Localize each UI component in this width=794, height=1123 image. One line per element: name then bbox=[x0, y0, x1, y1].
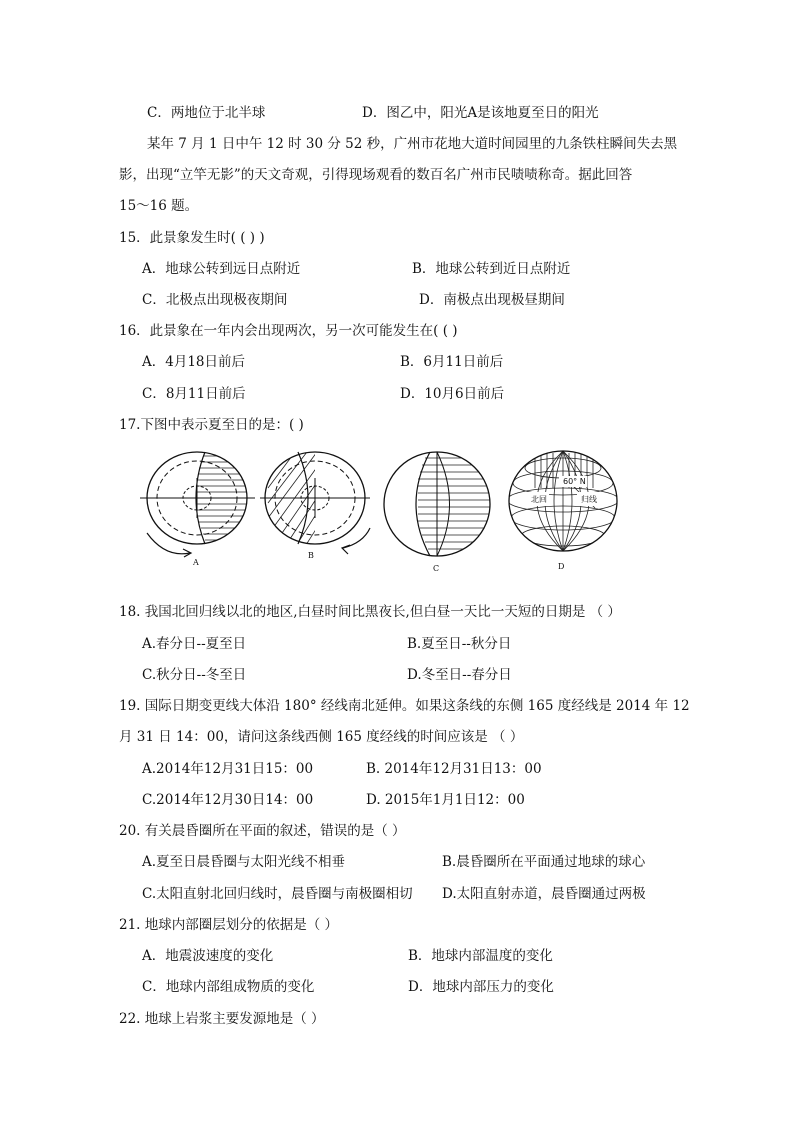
latitude-60n-label: 60° N bbox=[563, 477, 586, 486]
tropic-label-right: 归线 bbox=[581, 495, 597, 504]
option-18-c: C.秋分日--冬至日 bbox=[142, 667, 247, 683]
question-16: 16．此景象在一年内会出现两次，另一次可能发生在( ( ) bbox=[119, 323, 458, 339]
option-15-a: A．地球公转到远日点附近 bbox=[142, 261, 301, 277]
option-19-b: B. 2014年12月31日13：00 bbox=[366, 761, 542, 777]
question-22: 22. 地球上岩浆主要发源地是（ ） bbox=[119, 1011, 325, 1027]
question-17: 17.下图中表示夏至日的是：( ) bbox=[119, 417, 304, 433]
option-21-d: D．地球内部压力的变化 bbox=[408, 979, 554, 995]
figure-c bbox=[380, 448, 500, 578]
option-19-a: A.2014年12月31日15：00 bbox=[142, 761, 314, 777]
option-20-c: C.太阳直射北回归线时，晨昏圈与南极圈相切 bbox=[142, 886, 413, 902]
option-15-b: B．地球公转到近日点附近 bbox=[412, 261, 571, 277]
option-14-c: C．两地位于北半球 bbox=[147, 105, 266, 121]
question-18: 18. 我国北回归线以北的地区,白昼时间比黑夜长,但白昼一天比一天短的日期是 （ ） bbox=[119, 604, 621, 620]
option-20-a: A.夏至日晨昏圈与太阳光线不相垂 bbox=[142, 854, 346, 870]
question-20: 20. 有关晨昏圈所在平面的叙述，错误的是（ ） bbox=[119, 823, 406, 839]
option-15-c: C．北极点出现极夜期间 bbox=[142, 292, 288, 308]
globe-d-diagram bbox=[505, 448, 630, 578]
tropic-label-left: 北回 bbox=[531, 495, 547, 504]
passage-line-2: 影，出现“立竿无影”的天文奇观，引得现场观看的数百名广州市民啧啧称奇。据此回答 bbox=[119, 167, 633, 183]
option-15-d: D．南极点出现极昼期间 bbox=[419, 292, 565, 308]
figure-d-label: D bbox=[558, 562, 565, 571]
globe-a-diagram bbox=[135, 448, 265, 573]
option-16-a: A．4月18日前后 bbox=[142, 354, 246, 370]
figure-b bbox=[258, 448, 378, 573]
figure-a-label: A bbox=[193, 558, 199, 567]
option-16-b: B．6月11日前后 bbox=[400, 354, 504, 370]
option-16-c: C．8月11日前后 bbox=[142, 386, 246, 402]
option-18-b: B.夏至日--秋分日 bbox=[407, 636, 512, 652]
figure-b-label: B bbox=[308, 551, 314, 560]
option-21-b: B．地球内部温度的变化 bbox=[408, 948, 553, 964]
option-21-c: C．地球内部组成物质的变化 bbox=[142, 979, 315, 995]
question-19-line-1: 19. 国际日期变更线大体沿 180° 经线南北延伸。如果这条线的东侧 165 度经线是 2014 年 12 bbox=[119, 698, 690, 714]
question-19-line-2: 月 31 日 14：00，请问这条线西侧 165 度经线的时间应该是 （ ） bbox=[119, 729, 524, 745]
passage-line-3: 15～16 题。 bbox=[119, 198, 199, 214]
passage-line-1: 某年 7 月 1 日中午 12 时 30 分 52 秒，广州市花地大道时间园里的九条铁柱瞬间失去黑 bbox=[147, 136, 678, 152]
option-18-a: A.春分日--夏至日 bbox=[142, 636, 247, 652]
option-19-d: D. 2015年1月1日12：00 bbox=[366, 792, 525, 808]
question-21: 21. 地球内部圈层划分的依据是（ ） bbox=[119, 917, 339, 933]
option-19-c: C.2014年12月30日14：00 bbox=[142, 792, 314, 808]
globe-c-diagram bbox=[380, 448, 500, 578]
figure-d bbox=[505, 448, 630, 578]
globe-b-diagram bbox=[258, 448, 378, 573]
option-21-a: A．地震波速度的变化 bbox=[142, 948, 274, 964]
option-14-d: D．图乙中，阳光A是该地夏至日的阳光 bbox=[362, 105, 599, 121]
option-20-b: B.晨昏圈所在平面通过地球的球心 bbox=[442, 854, 646, 870]
option-16-d: D．10月6日前后 bbox=[400, 386, 505, 402]
question-15: 15．此景象发生时( ( ) ) bbox=[119, 230, 265, 246]
figure-a bbox=[135, 448, 265, 573]
option-18-d: D.冬至日--春分日 bbox=[407, 667, 512, 683]
option-20-d: D.太阳直射赤道，晨昏圈通过两极 bbox=[442, 886, 646, 902]
figure-c-label: C bbox=[433, 564, 440, 573]
